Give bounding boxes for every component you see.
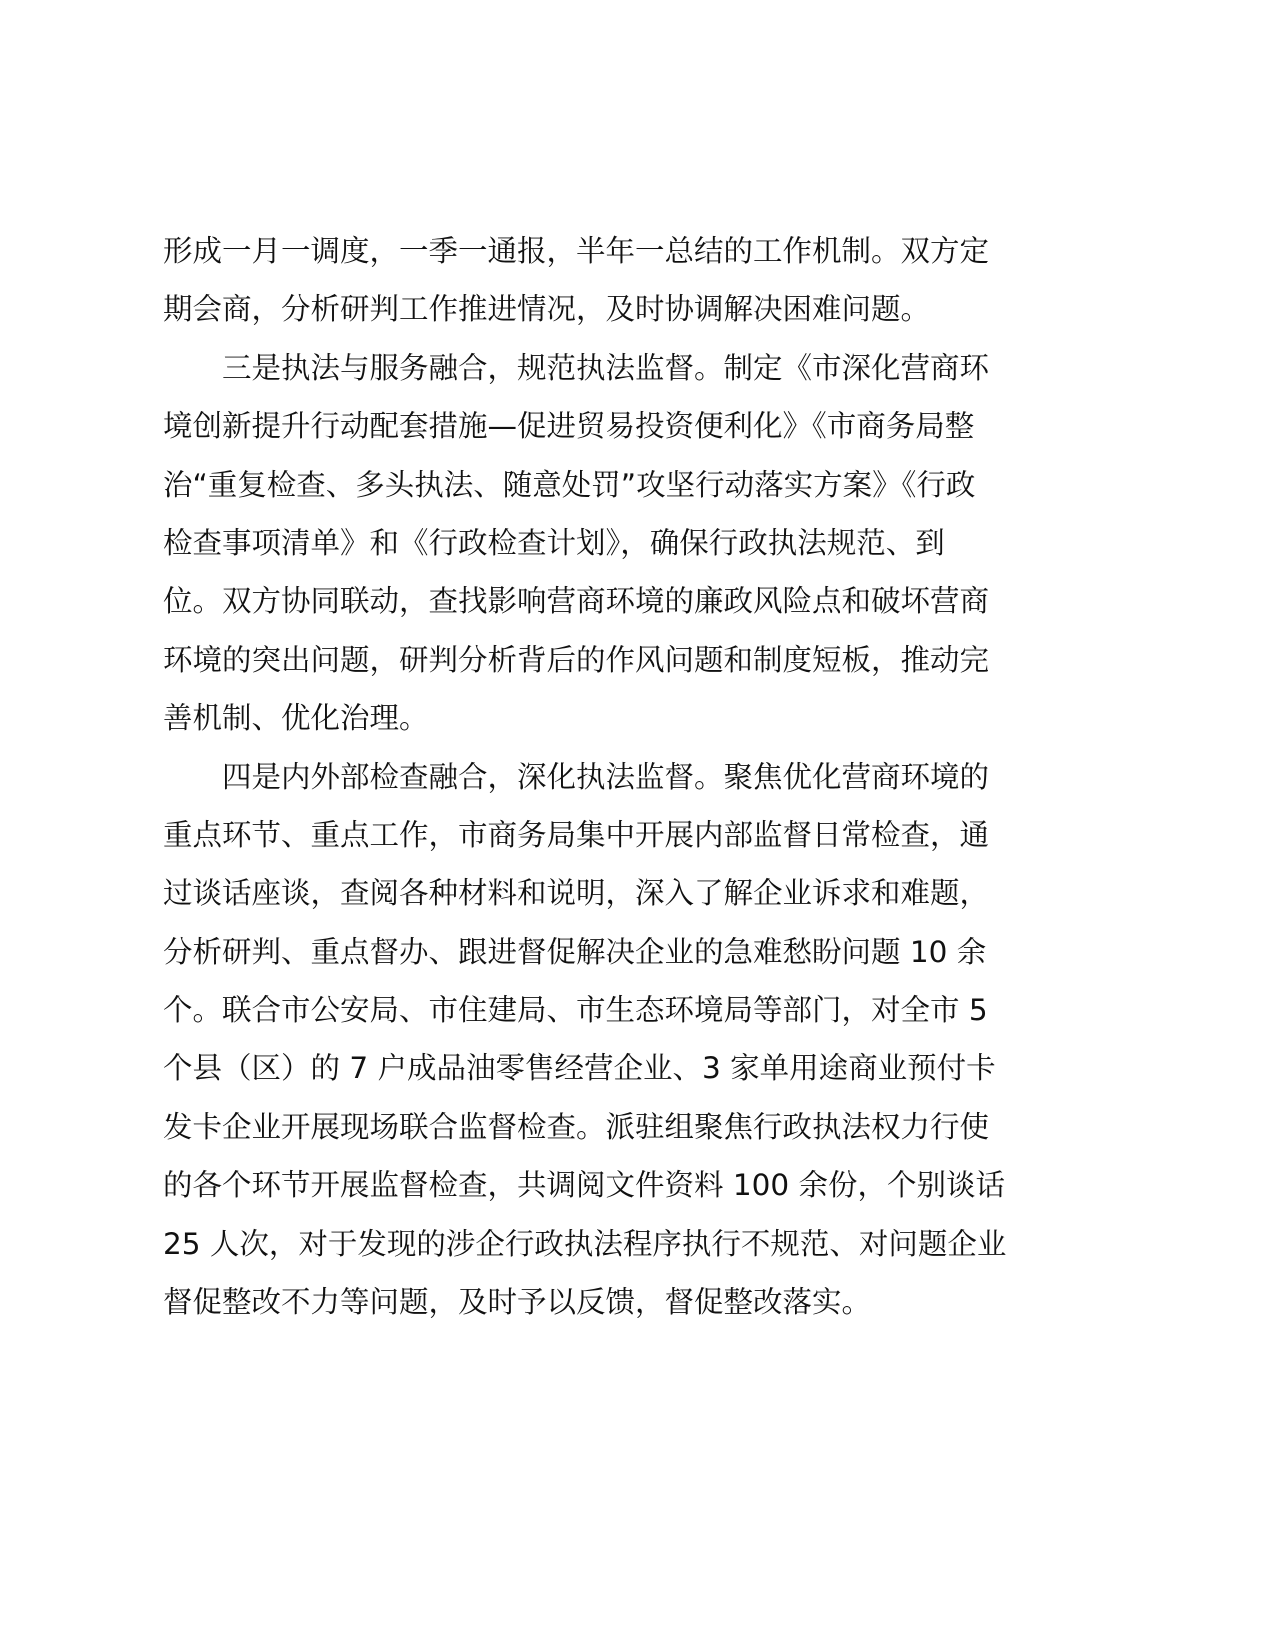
text-line: 个县（区）的 7 户成品油零售经营企业、3 家单用途商业预付卡 bbox=[163, 1051, 996, 1086]
text-line: 25 人次，对于发现的涉企行政执法程序执行不规范、对问题企业 bbox=[163, 1226, 1007, 1261]
text-line: 形成一月一调度，一季一通报，半年一总结的工作机制。双方定 bbox=[163, 234, 990, 268]
text-line: 发卡企业开展现场联合监督检查。派驻组聚焦行政执法权力行使 bbox=[163, 1109, 990, 1144]
text-line: 分析研判、重点督办、跟进督促解决企业的急难愁盼问题 10 余 bbox=[163, 934, 987, 969]
text-line: 位。双方协同联动，查找影响营商环境的廉政风险点和破坏营商 bbox=[163, 584, 990, 619]
text-line: 环境的突出问题，研判分析背后的作风问题和制度短板，推动完 bbox=[163, 642, 990, 677]
text-line: 过谈话座谈，查阅各种材料和说明，深入了解企业诉求和难题， bbox=[163, 876, 990, 911]
text-line: 三是执法与服务融合，规范执法监督。制定《市深化营商环 bbox=[163, 350, 990, 385]
text-line: 治“重复检查、多头执法、随意处罚”攻坚行动落实方案》《行政 bbox=[163, 467, 976, 502]
text-line: 个。联合市公安局、市住建局、市生态环境局等部门，对全市 5 bbox=[163, 993, 988, 1028]
document-body bbox=[163, 222, 1123, 1331]
text-line: 期会商，分析研判工作推进情况，及时协调解决困难问题。 bbox=[163, 292, 931, 327]
paragraph-law-enforcement-service bbox=[163, 339, 1123, 748]
text-line: 境创新提升行动配套措施—促进贸易投资便利化》《市商务局整 bbox=[163, 409, 975, 444]
text-line: 的各个环节开展监督检查，共调阅文件资料 100 余份，个别谈话 bbox=[163, 1168, 1006, 1203]
text-line: 检查事项清单》和《行政检查计划》，确保行政执法规范、到 bbox=[163, 525, 945, 560]
paragraph-work-mechanism bbox=[163, 222, 1123, 339]
text-line: 善机制、优化治理。 bbox=[163, 701, 429, 736]
text-line: 督促整改不力等问题，及时予以反馈，督促整改落实。 bbox=[163, 1285, 872, 1320]
paragraph-internal-external-inspection bbox=[163, 748, 1123, 1332]
text-line: 四是内外部检查融合，深化执法监督。聚焦优化营商环境的 bbox=[163, 759, 990, 794]
text-line: 重点环节、重点工作，市商务局集中开展内部监督日常检查，通 bbox=[163, 817, 990, 852]
